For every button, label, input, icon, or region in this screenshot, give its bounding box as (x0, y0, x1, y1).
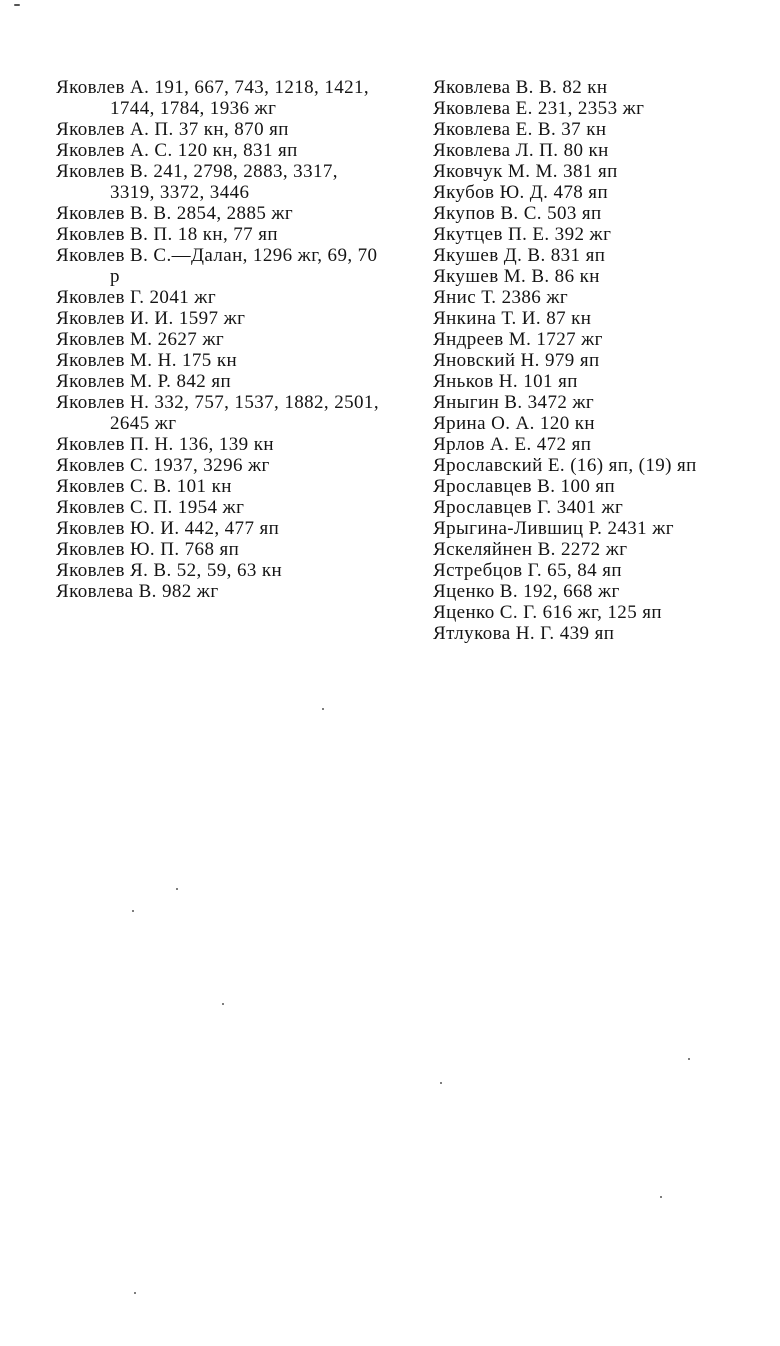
index-entry: Ярославцев Г. 3401 жг (433, 497, 624, 518)
scan-speck (660, 1196, 662, 1198)
index-entry: Янкина Т. И. 87 кн (433, 308, 592, 329)
scan-speck (322, 708, 324, 710)
index-entry: Якупов В. С. 503 яп (433, 203, 602, 224)
index-entry: Яскеляйнен В. 2272 жг (433, 539, 628, 560)
index-entry: Яныгин В. 3472 жг (433, 392, 595, 413)
index-entry: Якушев Д. В. 831 яп (433, 245, 606, 266)
index-entry: Ярлов А. Е. 472 яп (433, 434, 592, 455)
index-entry: Яковлева Е. 231, 2353 жг (433, 98, 645, 119)
index-entry: Яковлева В. 982 жг (56, 581, 219, 602)
index-entry: Яценко С. Г. 616 жг, 125 яп (433, 602, 662, 623)
index-entry: Якубов Ю. Д. 478 яп (433, 182, 609, 203)
index-entry: Яковлев С. П. 1954 жг (56, 497, 245, 518)
index-entry: Яковлев И. И. 1597 жг (56, 308, 246, 329)
scan-speck (440, 1082, 442, 1084)
index-entry: Ястребцов Г. 65, 84 яп (433, 560, 622, 581)
index-entry: Ярославцев В. 100 яп (433, 476, 616, 497)
index-entry: Яковлев В. С.—Далан, 1296 жг, 69, 70 р (56, 245, 378, 287)
index-entry: Яценко В. 192, 668 жг (433, 581, 620, 602)
index-entry: Яковлев В. В. 2854, 2885 жг (56, 203, 294, 224)
index-entry: Яковлев Ю. П. 768 яп (56, 539, 240, 560)
index-entry: Яндреев М. 1727 жг (433, 329, 603, 350)
scan-speck (134, 1292, 136, 1294)
index-entry: Яковлев Г. 2041 жг (56, 287, 217, 308)
index-entry: Яковлев В. 241, 2798, 2883, 3317, 3319, 3372, 3446 (56, 161, 338, 203)
index-entry: Яньков Н. 101 яп (433, 371, 578, 392)
index-entry: Якушев М. В. 86 кн (433, 266, 600, 287)
index-entry: Яковлев С. В. 101 кн (56, 476, 232, 497)
index-entry: Янис Т. 2386 жг (433, 287, 569, 308)
index-entry: Яковлев С. 1937, 3296 жг (56, 455, 270, 476)
index-entry: Яковлев Н. 332, 757, 1537, 1882, 2501, 2645 жг (56, 392, 379, 434)
index-entry: Яковлев Ю. И. 442, 477 яп (56, 518, 280, 539)
index-entry: Ярыгина-Лившиц Р. 2431 жг (433, 518, 674, 539)
scan-speck (14, 4, 20, 6)
scan-speck (176, 888, 178, 890)
index-entry: Яковлев М. Н. 175 кн (56, 350, 238, 371)
index-entry: Яковлева Е. В. 37 кн (433, 119, 607, 140)
index-column-left (56, 77, 386, 602)
scan-speck (688, 1058, 690, 1060)
index-entry: Яковлев М. 2627 жг (56, 329, 225, 350)
index-entry: Яковлев М. Р. 842 яп (56, 371, 232, 392)
index-column-right (433, 77, 768, 644)
index-entry: Яковлев А. С. 120 кн, 831 яп (56, 140, 298, 161)
index-entry: Ярина О. А. 120 кн (433, 413, 595, 434)
index-entry: Яковчук М. М. 381 яп (433, 161, 618, 182)
index-entry: Яковлева В. В. 82 кн (433, 77, 608, 98)
index-entry: Якутцев П. Е. 392 жг (433, 224, 612, 245)
index-entry: Яковлев Я. В. 52, 59, 63 кн (56, 560, 283, 581)
index-entry: Яковлев В. П. 18 кн, 77 яп (56, 224, 278, 245)
index-entry: Яковлев А. П. 37 кн, 870 яп (56, 119, 289, 140)
scan-speck (222, 1003, 224, 1005)
index-entry: Яковлева Л. П. 80 кн (433, 140, 609, 161)
index-entry: Ярославский Е. (16) яп, (19) яп (433, 455, 697, 476)
index-entry: Яковлев А. 191, 667, 743, 1218, 1421, 1744, 1784, 1936 жг (56, 77, 370, 119)
index-entry: Ятлукова Н. Г. 439 яп (433, 623, 615, 644)
index-entry: Яновский Н. 979 яп (433, 350, 600, 371)
scan-speck (132, 910, 134, 912)
index-entry: Яковлев П. Н. 136, 139 кн (56, 434, 274, 455)
